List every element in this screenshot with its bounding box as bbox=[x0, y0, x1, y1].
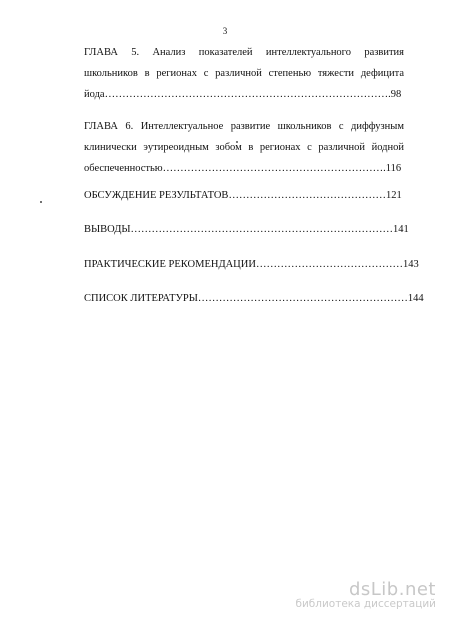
toc-label: ВЫВОДЫ bbox=[84, 224, 131, 235]
chapter-6-line-2: клинически эутиреоидным зобом в регионах с различной йодной bbox=[84, 142, 404, 153]
watermark bbox=[295, 579, 436, 610]
watermark-subtitle: библиотека диссертаций bbox=[295, 598, 436, 610]
toc-entry-references bbox=[84, 292, 424, 306]
toc-page: 141 bbox=[393, 224, 409, 235]
toc-entry-chapter-6 bbox=[84, 116, 404, 179]
watermark-logo: dsLib.net bbox=[348, 579, 436, 600]
toc-label: ПРАКТИЧЕСКИЕ РЕКОМЕНДАЦИИ bbox=[84, 259, 256, 270]
chapter-5-line-1: ГЛАВА 5. Анализ показателей интеллектуального развития bbox=[84, 47, 404, 58]
toc-entry-discussion bbox=[84, 189, 404, 203]
chapter-5-line-3 bbox=[84, 84, 404, 105]
toc-leader: …………………………………… bbox=[255, 259, 403, 270]
toc-page: 143 bbox=[402, 259, 419, 270]
stray-mark bbox=[40, 201, 42, 203]
chapter-5-line-3-text: йода………………………………………………………………………. bbox=[84, 89, 391, 100]
chapter-5-page: 98 bbox=[390, 89, 402, 100]
toc-leader: ………………………………………………………………… bbox=[130, 224, 394, 235]
chapter-6-page: 116 bbox=[385, 163, 402, 174]
toc-label: СПИСОК ЛИТЕРАТУРЫ bbox=[84, 293, 198, 304]
toc-page: 144 bbox=[407, 293, 424, 304]
chapter-6-line-3-text: обеспеченностью………………………………………………………. bbox=[84, 163, 386, 174]
toc-leader: ……………………………………… bbox=[228, 190, 386, 201]
toc-page: 121 bbox=[385, 190, 402, 201]
toc-entry-conclusions bbox=[84, 223, 409, 237]
page-number: 3 bbox=[222, 26, 228, 36]
toc-entry-chapter-5 bbox=[84, 42, 404, 105]
toc-leader: …………………………………………………… bbox=[197, 293, 408, 304]
chapter-6-line-3 bbox=[84, 158, 404, 179]
chapter-5-line-2: школьников в регионах с различной степенью тяжести дефицита bbox=[84, 68, 404, 79]
toc-label: ОБСУЖДЕНИЕ РЕЗУЛЬТАТОВ bbox=[84, 190, 229, 201]
toc-entry-recommendations bbox=[84, 258, 419, 272]
chapter-6-line-1: ГЛАВА 6. Интеллектуальное развитие школьников с диффузным bbox=[84, 121, 404, 132]
